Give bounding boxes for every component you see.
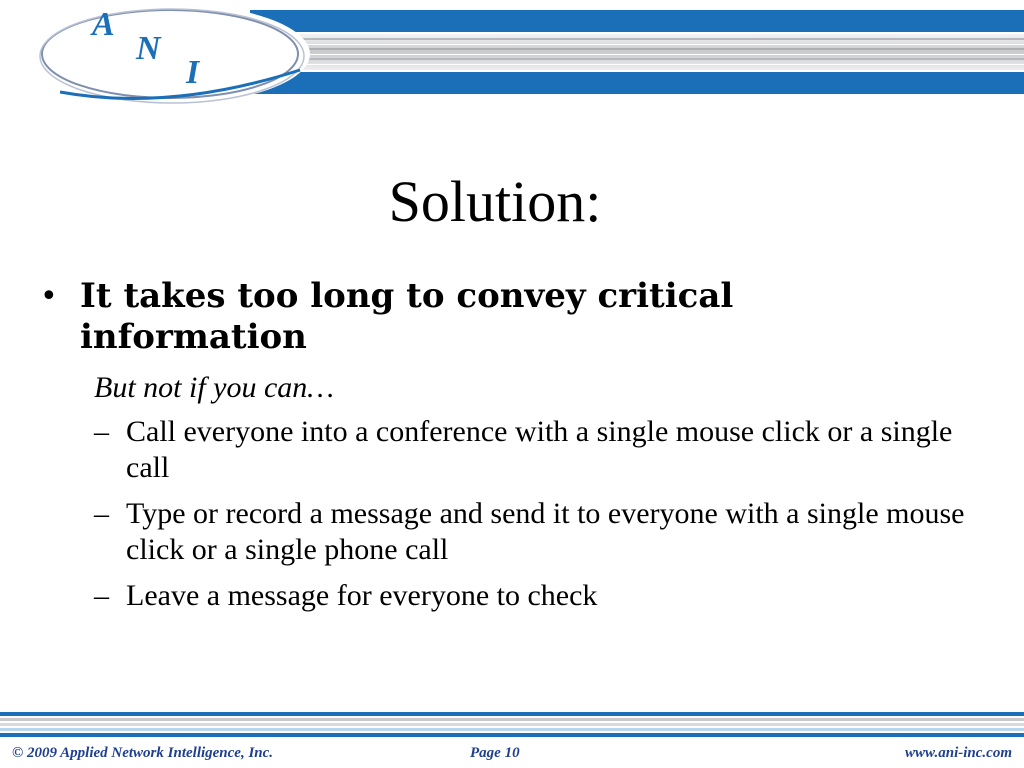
logo-letter-n: N: [136, 30, 161, 67]
list-item: [94, 496, 996, 568]
list-item-text: Type or record a message and send it to everyone with a single mouse click or a single phone call: [126, 497, 965, 566]
main-bullet: [40, 276, 800, 358]
sub-list: [94, 414, 990, 614]
footer-page-number: Page 10: [470, 745, 520, 761]
dash-icon: –: [94, 579, 109, 612]
list-item: [94, 414, 996, 486]
dash-icon: –: [94, 497, 109, 530]
slide-title: Solution:: [388, 169, 602, 234]
bullet-dot-icon: •: [40, 279, 58, 314]
main-bullet-text: It takes too long to convey critical information: [80, 276, 734, 357]
footer-url: www.ani-inc.com: [905, 745, 1012, 761]
footer-divider: [0, 710, 1024, 740]
list-item-text: Call everyone into a conference with a single mouse click or a single call: [126, 415, 953, 484]
subheading: But not if you can…: [94, 371, 334, 404]
slide-content: [40, 276, 990, 624]
footer-copyright: © 2009 Applied Network Intelligence, Inc.: [12, 745, 274, 761]
header-banner: [0, 0, 1024, 110]
footer-stripes: [0, 710, 1024, 740]
dash-icon: –: [94, 415, 109, 448]
list-item: [94, 578, 996, 614]
logo-letter-i: I: [186, 54, 200, 91]
logo-letter-a: A: [92, 6, 115, 43]
list-item-text: Leave a message for everyone to check: [126, 579, 598, 612]
